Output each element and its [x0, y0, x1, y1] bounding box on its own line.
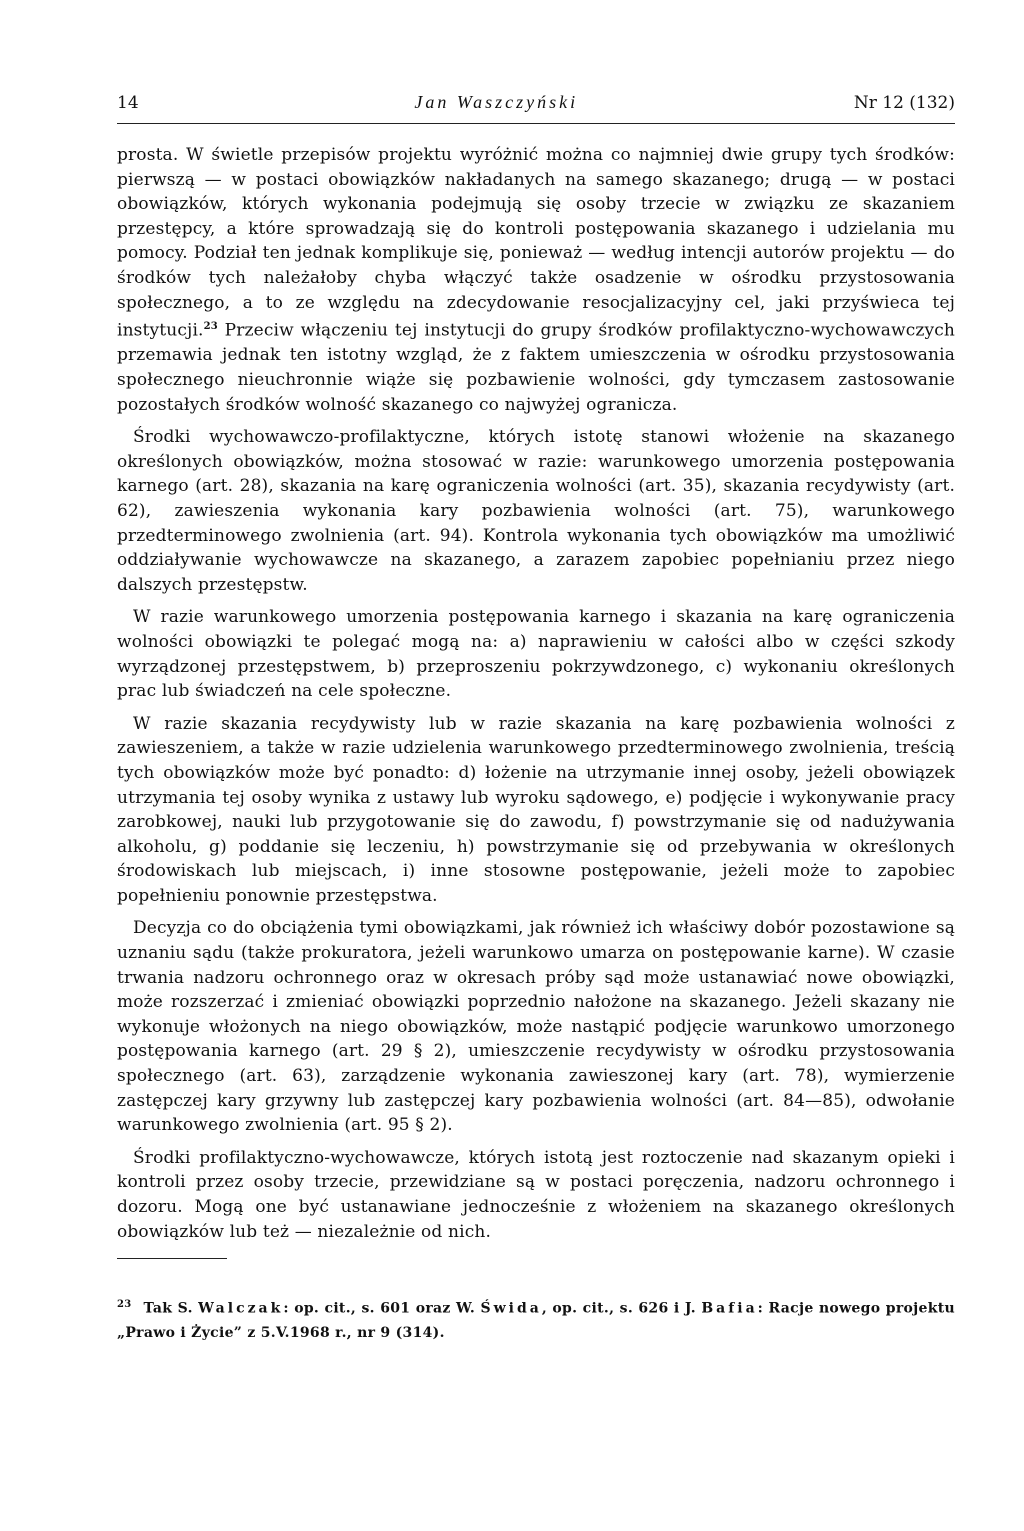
running-title: Jan Waszczyński [414, 92, 579, 112]
issue-number: Nr 12 (132) [853, 93, 955, 113]
paragraph-3: W razie warunkowego umorzenia postępowania karnego i skazania na karę ograniczenia wolności obowiązki te polegać mogą na: a) naprawieniu w całości albo w części szkody wyrządzonej przestępstwem, b) przeproszeniu pokrzywdzonego, c) wykonaniu określonych prac lub świadczeń na cele społeczne. [117, 607, 955, 702]
footnote-author-swida: Świda [480, 1300, 542, 1317]
footnote-author-bafia: Bafia [701, 1300, 758, 1317]
paragraph-5: Decyzja co do obciążenia tymi obowiązkami, jak również ich właściwy dobór pozostawione są uznaniu sądu (także prokuratora, jeżeli warunkowo umarza on postępowanie karne). W czasie trwania nadzoru ochronnego oraz w okresach próby sąd może ustanawiać nowe obowiązki, może rozszerzać i zmieniać obowiązki poprzednio nałożone na skazanego. Jeżeli skazany nie wykonuje włożonych na niego obowiązków, może nastąpić podjęcie warunkowo umorzonego postępowania karnego (art. 29 § 2), umieszczenie recydywisty w ośrodku przystosowania społecznego (art. 63), zarządzenie wykonania zawieszonej kary (art. 78), wymierzenie zastępczej kary grzywny lub zastępczej kary pozbawienia wolności (art. 84—85), odwołanie warunkowego zwolnienia (art. 95 § 2). [117, 918, 955, 1136]
page-number: 14 [117, 93, 139, 113]
paragraph-1: prosta. W świetle przepisów projektu wyróżnić można co najmniej dwie grupy tych środków: pierwszą — w postaci obowiązków nakładanych na samego skazanego; drugą — w postaci obowiązków, których wykonania podejmują się osoby trzecie w związku ze skazaniem przestępcy, a które sprowadzają się do kontroli postępowania skazanego i udzielania mu pomocy. Podział ten jednak komplikuje się, ponieważ — według intencji autorów projektu — do środków tych należałoby chyba włączyć także osadzenie w ośrodku przystosowania społecznego, a to ze względu na zdecydowanie resocjalizacyjny cel, jaki przyświeca tej instytucji.$^{23}$ Przeciw włączeniu tej instytucji do grupy środków profilaktyczno-wychowawczych przemawia jednak ten istotny wzgląd, że z faktem umieszczenia w ośrodku przystosowania społecznego nieuchronnie wiąże się pozbawienie wolności, gdy tymczasem zastosowanie pozostałych środków wolność skazanego co najwyżej ogranicza. [117, 145, 955, 415]
running-header [117, 92, 955, 124]
footnote: $^{23}$ Tak S. Walczak: op. cit., s. 601 oraz W. Świda, op. cit., s. 626 i J. Bafia: Racje nowego projektu „Prawo i Życie” z 5.V.1968 r., nr 9 (314). [117, 1299, 955, 1341]
paragraph-6: Środki profilaktyczno-wychowawcze, których istotą jest roztoczenie nad skazanym opieki i kontroli przez osoby trzecie, przewidziane są w postaci poręczenia, nadzoru ochronnego i dozoru. Mogą one być ustanawiane jednocześnie z włożeniem na skazanego określonych obowiązków lub też — niezależnie od nich. [117, 1147, 955, 1242]
footnote-author-walczak: Walczak [198, 1300, 284, 1317]
body-text [117, 143, 955, 1244]
paragraph-1b: Przeciw włączeniu tej instytucji do grupy środków profilaktyczno-wychowawczych przemawia jednak ten istotny wzgląd, że z faktem umieszczenia w ośrodku przystosowania społecznego nieuchronnie wiąże się pozbawienie wolności, gdy tymczasem zastosowanie pozostałych środków wolność skazanego co najwyżej ogranicza. [117, 320, 955, 415]
footnote-number: 23 [117, 1299, 132, 1311]
footnote-reference[interactable]: 23 [203, 321, 218, 333]
document-page [117, 92, 955, 1345]
footnote-divider [117, 1258, 227, 1259]
paragraph-4: W razie skazania recydywisty lub w razie skazania na karę pozbawienia wolności z zawieszeniem, a także w razie udzielenia warunkowego przedterminowego zwolnienia, treścią tych obowiązków może być ponadto: d) łożenie na utrzymanie innej osoby, jeżeli obowiązek utrzymania tej osoby wynika z ustawy lub wyroku sądowego, e) podjęcie i wykonywanie pracy zarobkowej, nauki lub przygotowanie się do zawodu, f) powstrzymanie się od nadużywania alkoholu, g) poddanie się leczeniu, h) powstrzymanie się od przebywania w określonych środowiskach lub miejscach, i) inne stosowne postępowanie, jeżeli może to zapobiec popełnieniu ponownie przestępstwa. [117, 713, 955, 906]
paragraph-2: Środki wychowawczo-profilaktyczne, których istotę stanowi włożenie na skazanego określonych obowiązków, można stosować w razie: warunkowego umorzenia postępowania karnego (art. 28), skazania na karę ograniczenia wolności (art. 35), skazania recydywisty (art. 62), zawieszenia wykonania kary pozbawienia wolności (art. 75), warunkowego przedterminowego zwolnienia (art. 94). Kontrola wykonania tych obowiązków ma umożliwić oddziaływanie wychowawcze na skazanego, a zarazem zapobiec popełnianiu przez niego dalszych przestępstw. [117, 427, 955, 595]
